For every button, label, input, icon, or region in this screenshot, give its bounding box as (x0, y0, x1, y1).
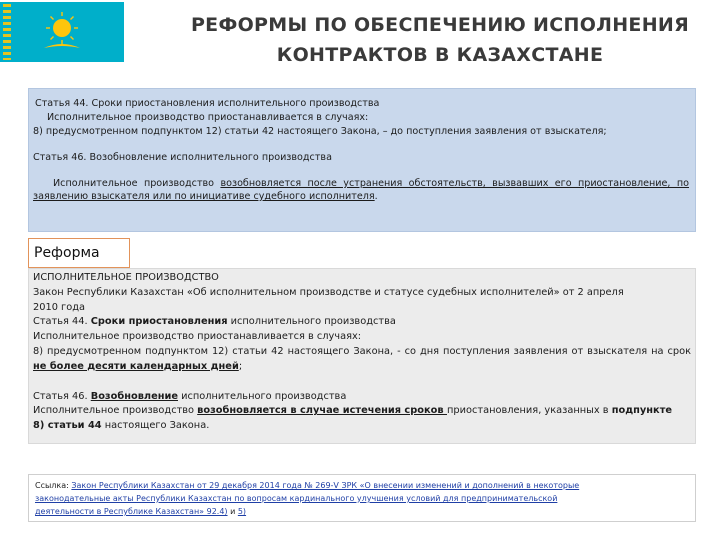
art46-text-ref: 8) статьи 44 (33, 420, 102, 432)
reference-law-link[interactable]: Закон Республики Казахстан от 29 декабря 2014 года № 269-V ЗРК «О внесении изменений и дополнений в некоторые (71, 481, 580, 490)
old-article-44-title: Статья 44. Сроки приостановления исполнительного производства (35, 98, 380, 109)
flag-emblem (0, 2, 124, 62)
art46-text-c: приостановления, указанных в (446, 405, 612, 417)
reference-line-2 (35, 492, 689, 505)
reference-link-2[interactable]: 5) (237, 507, 247, 516)
reform-article-46-title (33, 390, 691, 405)
reform-article-46-text (33, 404, 691, 434)
art46-text-a: Исполнительное производство (33, 405, 198, 417)
art44-rest: исполнительного производства (227, 316, 396, 328)
spacer (33, 375, 691, 390)
reference-and: и (227, 507, 238, 516)
old-article-44-item: 8) предусмотренном подпунктом 12) статьи 42 настоящего Закона, – до поступления заявления от взыскателя; (33, 126, 607, 137)
reform-law-date: 2010 года (33, 301, 85, 313)
title-line-1: РЕФОРМЫ ПО ОБЕСПЕЧЕНИЮ ИСПОЛНЕНИЯ (190, 14, 690, 36)
old-law-box (28, 88, 696, 232)
reference-box (28, 474, 696, 522)
reform-label: Реформа (28, 238, 130, 268)
art44-number: Статья 44. (33, 316, 91, 328)
art44-bold: Сроки приостановления (90, 316, 228, 328)
reference-law-link-end[interactable]: деятельности в Республике Казахстан» 92.4) (35, 507, 228, 516)
title-line-2: КОНТРАКТОВ В КАЗАХСТАНЕ (276, 44, 604, 66)
art46-text-underlined: возобновляется в случае истечения сроков (197, 405, 447, 417)
reference-line-3 (35, 505, 689, 518)
old-para-underlined: возобновляется после устранения обстоятельств, вызвавших его приостановление, по заявлению взыскателя или по инициативе судебного исполнителя (33, 178, 689, 202)
art44-item-end: ; (238, 360, 243, 372)
art46-text-end: настоящего Закона. (101, 420, 210, 432)
art44-item-term: не более десяти календарных дней (33, 360, 239, 372)
reference-law-link-cont[interactable]: законодательные акты Республики Казахстан по вопросам кардинального улучшения условий для предпринимательской (35, 494, 558, 503)
reform-law-title: Закон Республики Казахстан «Об исполнительном производстве и статусе судебных исполнителей» от 2 апреля (33, 286, 624, 298)
reform-box (28, 268, 696, 444)
page-title (160, 10, 720, 70)
kazakhstan-flag-icon (0, 2, 124, 62)
reform-article-44-text: Исполнительное производство приостанавливается в случаях: (33, 331, 362, 343)
old-article-44-text: Исполнительное производство приостанавливается в случаях: (47, 112, 369, 123)
art44-item-text: 8) предусмотренном подпунктом 12) статьи 42 настоящего Закона, - со дня поступления заявления от взыскателя на срок (33, 345, 691, 357)
old-article-46-text (33, 177, 689, 203)
old-para-start: Исполнительное производство (53, 178, 221, 189)
reference-prefix: Ссылка: (35, 481, 72, 490)
old-article-46-title: Статья 46. Возобновление исполнительного производства (33, 152, 332, 163)
old-para-end: . (374, 191, 378, 202)
art46-number: Статья 46. (33, 390, 91, 402)
reference-line-1 (35, 479, 689, 492)
art46-text-bold: подпункте (611, 405, 673, 417)
art46-rest: исполнительного производства (178, 390, 347, 402)
reform-article-44-title (33, 315, 691, 330)
reform-article-44-item (33, 345, 691, 375)
art46-bold: Возобновление (90, 390, 178, 402)
reform-heading: ИСПОЛНИТЕЛЬНОЕ ПРОИЗВОДСТВО (33, 272, 219, 283)
